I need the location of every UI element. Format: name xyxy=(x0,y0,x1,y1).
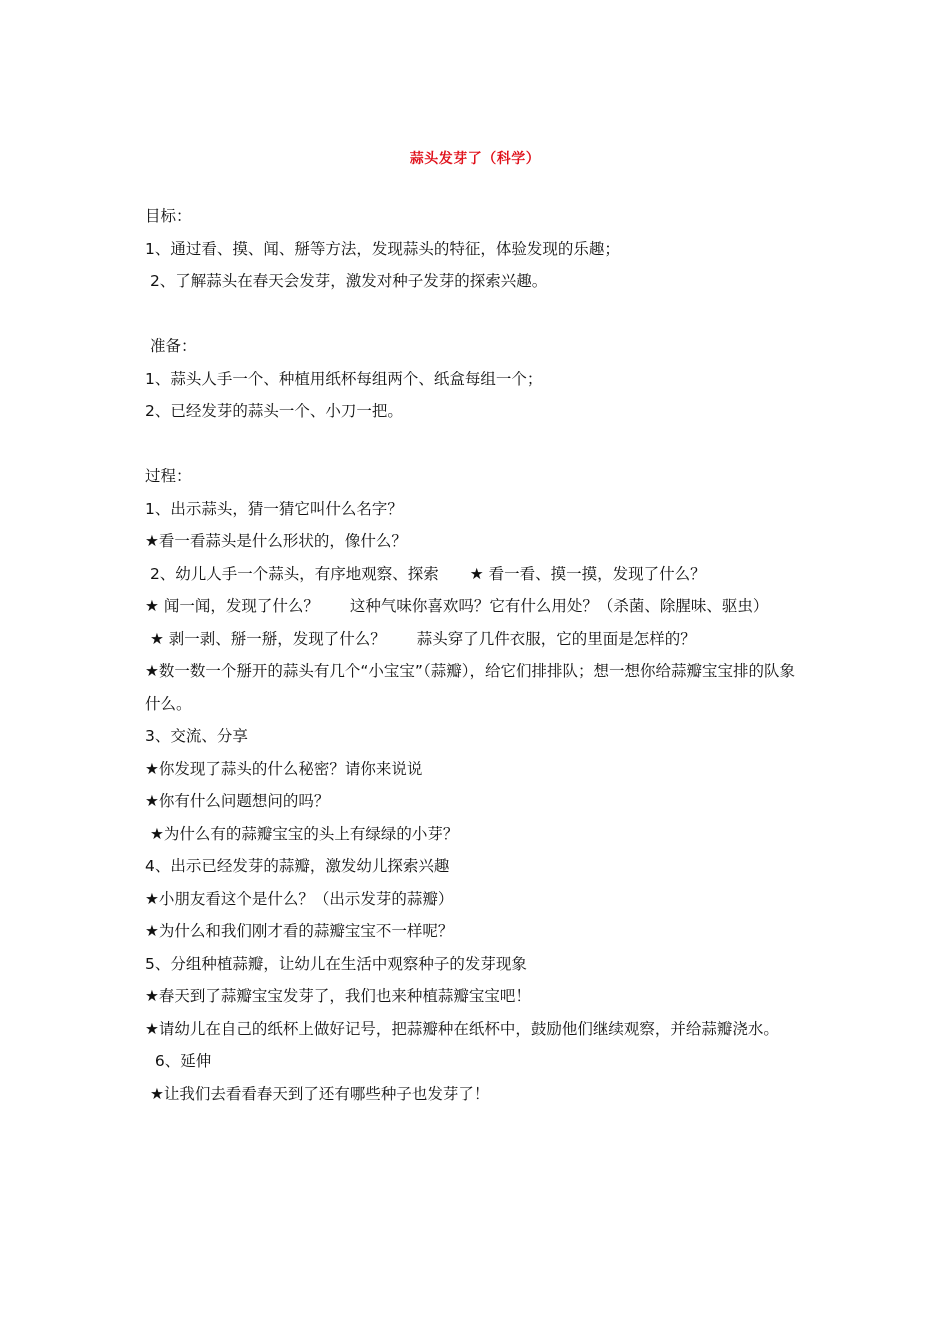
process-line: ★为什么和我们刚才看的蒜瓣宝宝不一样呢？ xyxy=(145,922,454,940)
process-line: 4、出示已经发芽的蒜瓣，激发幼儿探索兴趣 xyxy=(145,857,450,875)
process-line: 6、延伸 xyxy=(145,1052,212,1070)
process-line: ★ 闻一闻，发现了什么？ 这种气味你喜欢吗？它有什么用处？（杀菌、除腥味、驱虫） xyxy=(145,597,769,615)
process-line: ★小朋友看这个是什么？（出示发芽的蒜瓣） xyxy=(145,889,454,908)
process-line: ★你有什么问题想问的吗？ xyxy=(145,792,330,810)
goals-heading: 目标： xyxy=(145,207,192,225)
process-line: ★春天到了蒜瓣宝宝发芽了，我们也来种植蒜瓣宝宝吧！ xyxy=(145,987,531,1005)
section-spacer xyxy=(145,298,805,331)
process-line: 5、分组种植蒜瓣，让幼儿在生活中观察种子的发芽现象 xyxy=(145,954,527,973)
goal-line-2: 2、了解蒜头在春天会发芽，激发对种子发芽的探索兴趣。 xyxy=(145,272,548,290)
section-spacer xyxy=(145,428,805,461)
process-line: 3、交流、分享 xyxy=(145,727,248,745)
process-line: ★让我们去看看春天到了还有哪些种子也发芽了！ xyxy=(145,1084,490,1103)
process-line: 2、幼儿人手一个蒜头，有序地观察、探索 ★ 看一看、摸一摸，发现了什么？ xyxy=(145,564,706,583)
prep-line-1: 1、蒜头人手一个、种植用纸杯每组两个、纸盒每组一个； xyxy=(145,369,543,388)
document-title: 蒜头发芽了（科学） xyxy=(409,151,541,167)
process-line: ★为什么有的蒜瓣宝宝的头上有绿绿的小芽？ xyxy=(145,824,459,843)
process-line: ★ 剥一剥、掰一掰，发现了什么？ 蒜头穿了几件衣服，它的里面是怎样的？ xyxy=(145,629,696,648)
process-line: 1、出示蒜头，猜一猜它叫什么名字？ xyxy=(145,499,403,518)
process-line: ★数一数一个掰开的蒜头有几个“小宝宝”（蒜瓣），给它们排排队；想一想你给蒜瓣宝宝排的队象什么。 xyxy=(145,662,795,713)
goal-line-1: 1、通过看、摸、闻、掰等方法，发现蒜头的特征，体验发现的乐趣； xyxy=(145,239,620,258)
document-body xyxy=(145,200,805,1110)
process-line: ★你发现了蒜头的什么秘密？请你来说说 xyxy=(145,759,423,778)
process-heading: 过程： xyxy=(145,467,192,485)
prep-heading: 准备： xyxy=(145,337,197,355)
prep-line-2: 2、已经发芽的蒜头一个、小刀一把。 xyxy=(145,402,403,420)
process-line: ★请幼儿在自己的纸杯上做好记号，把蒜瓣种在纸杯中，鼓励他们继续观察，并给蒜瓣浇水。 xyxy=(145,1019,779,1038)
process-line: ★看一看蒜头是什么形状的，像什么？ xyxy=(145,532,407,550)
